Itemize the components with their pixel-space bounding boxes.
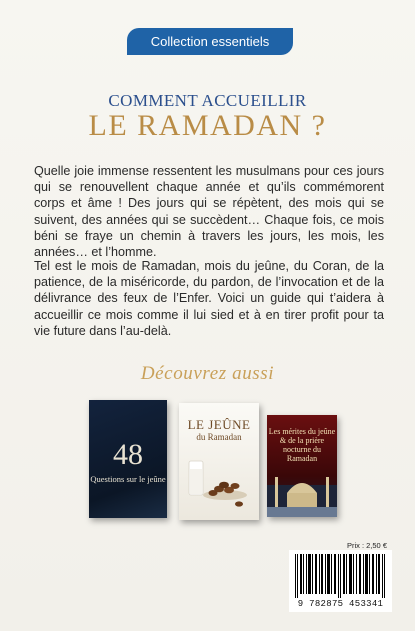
isbn-barcode [289,550,392,612]
book-1-title: Questions sur le jeûne [90,474,166,484]
discover-heading: Découvrez aussi [140,363,275,384]
description-paragraph-1: Quelle joie immense ressentent les musulmans pour ces jours qui se renouvellent chaque année et qu’ils commémorent corps et âme ! Des jours qui se répètent, des mois qui se suivent, des années qui se succèdent… Chaque fois, ce mois béni se fraye un chemin à travers les jours, les mois, les années… et l’homme. [34,164,384,260]
book-3-title: Les mérites du jeûne & de la prière nocturne du Ramadan [268,427,336,463]
mosque-illustration [267,415,337,517]
title-line-2: LE RAMADAN ? [88,109,327,142]
book-1-number: 48 [113,438,143,471]
book-cover-48-questions [89,400,167,518]
book-2-title-line-1: LE JEÛNE [187,417,251,432]
book-cover-le-jeune [179,403,259,520]
book-2-title-line-2: du Ramadan [196,432,242,442]
title-line-1: COMMENT ACCUEILLIR [108,91,307,110]
book-cover-les-merites-du-jeune [267,415,337,517]
price-label: Prix : 2,50 € [346,541,387,550]
dates-glass-illustration [179,403,259,520]
barcode-bars [293,554,388,598]
collection-badge: Collection essentiels [127,28,293,55]
description-paragraph-2: Tel est le mois de Ramadan, mois du jeûne, du Coran, de la patience, de la miséricorde, du pardon, de l’invocation et de la délivrance des feux de l’Enfer. Voici un guide qui t’aidera à accueillir ce mois comme il lui sied et à en tirer profit pour ta vie future dans l’au-delà. [34,259,384,338]
isbn-number: 9 782875 453341 [297,599,384,609]
